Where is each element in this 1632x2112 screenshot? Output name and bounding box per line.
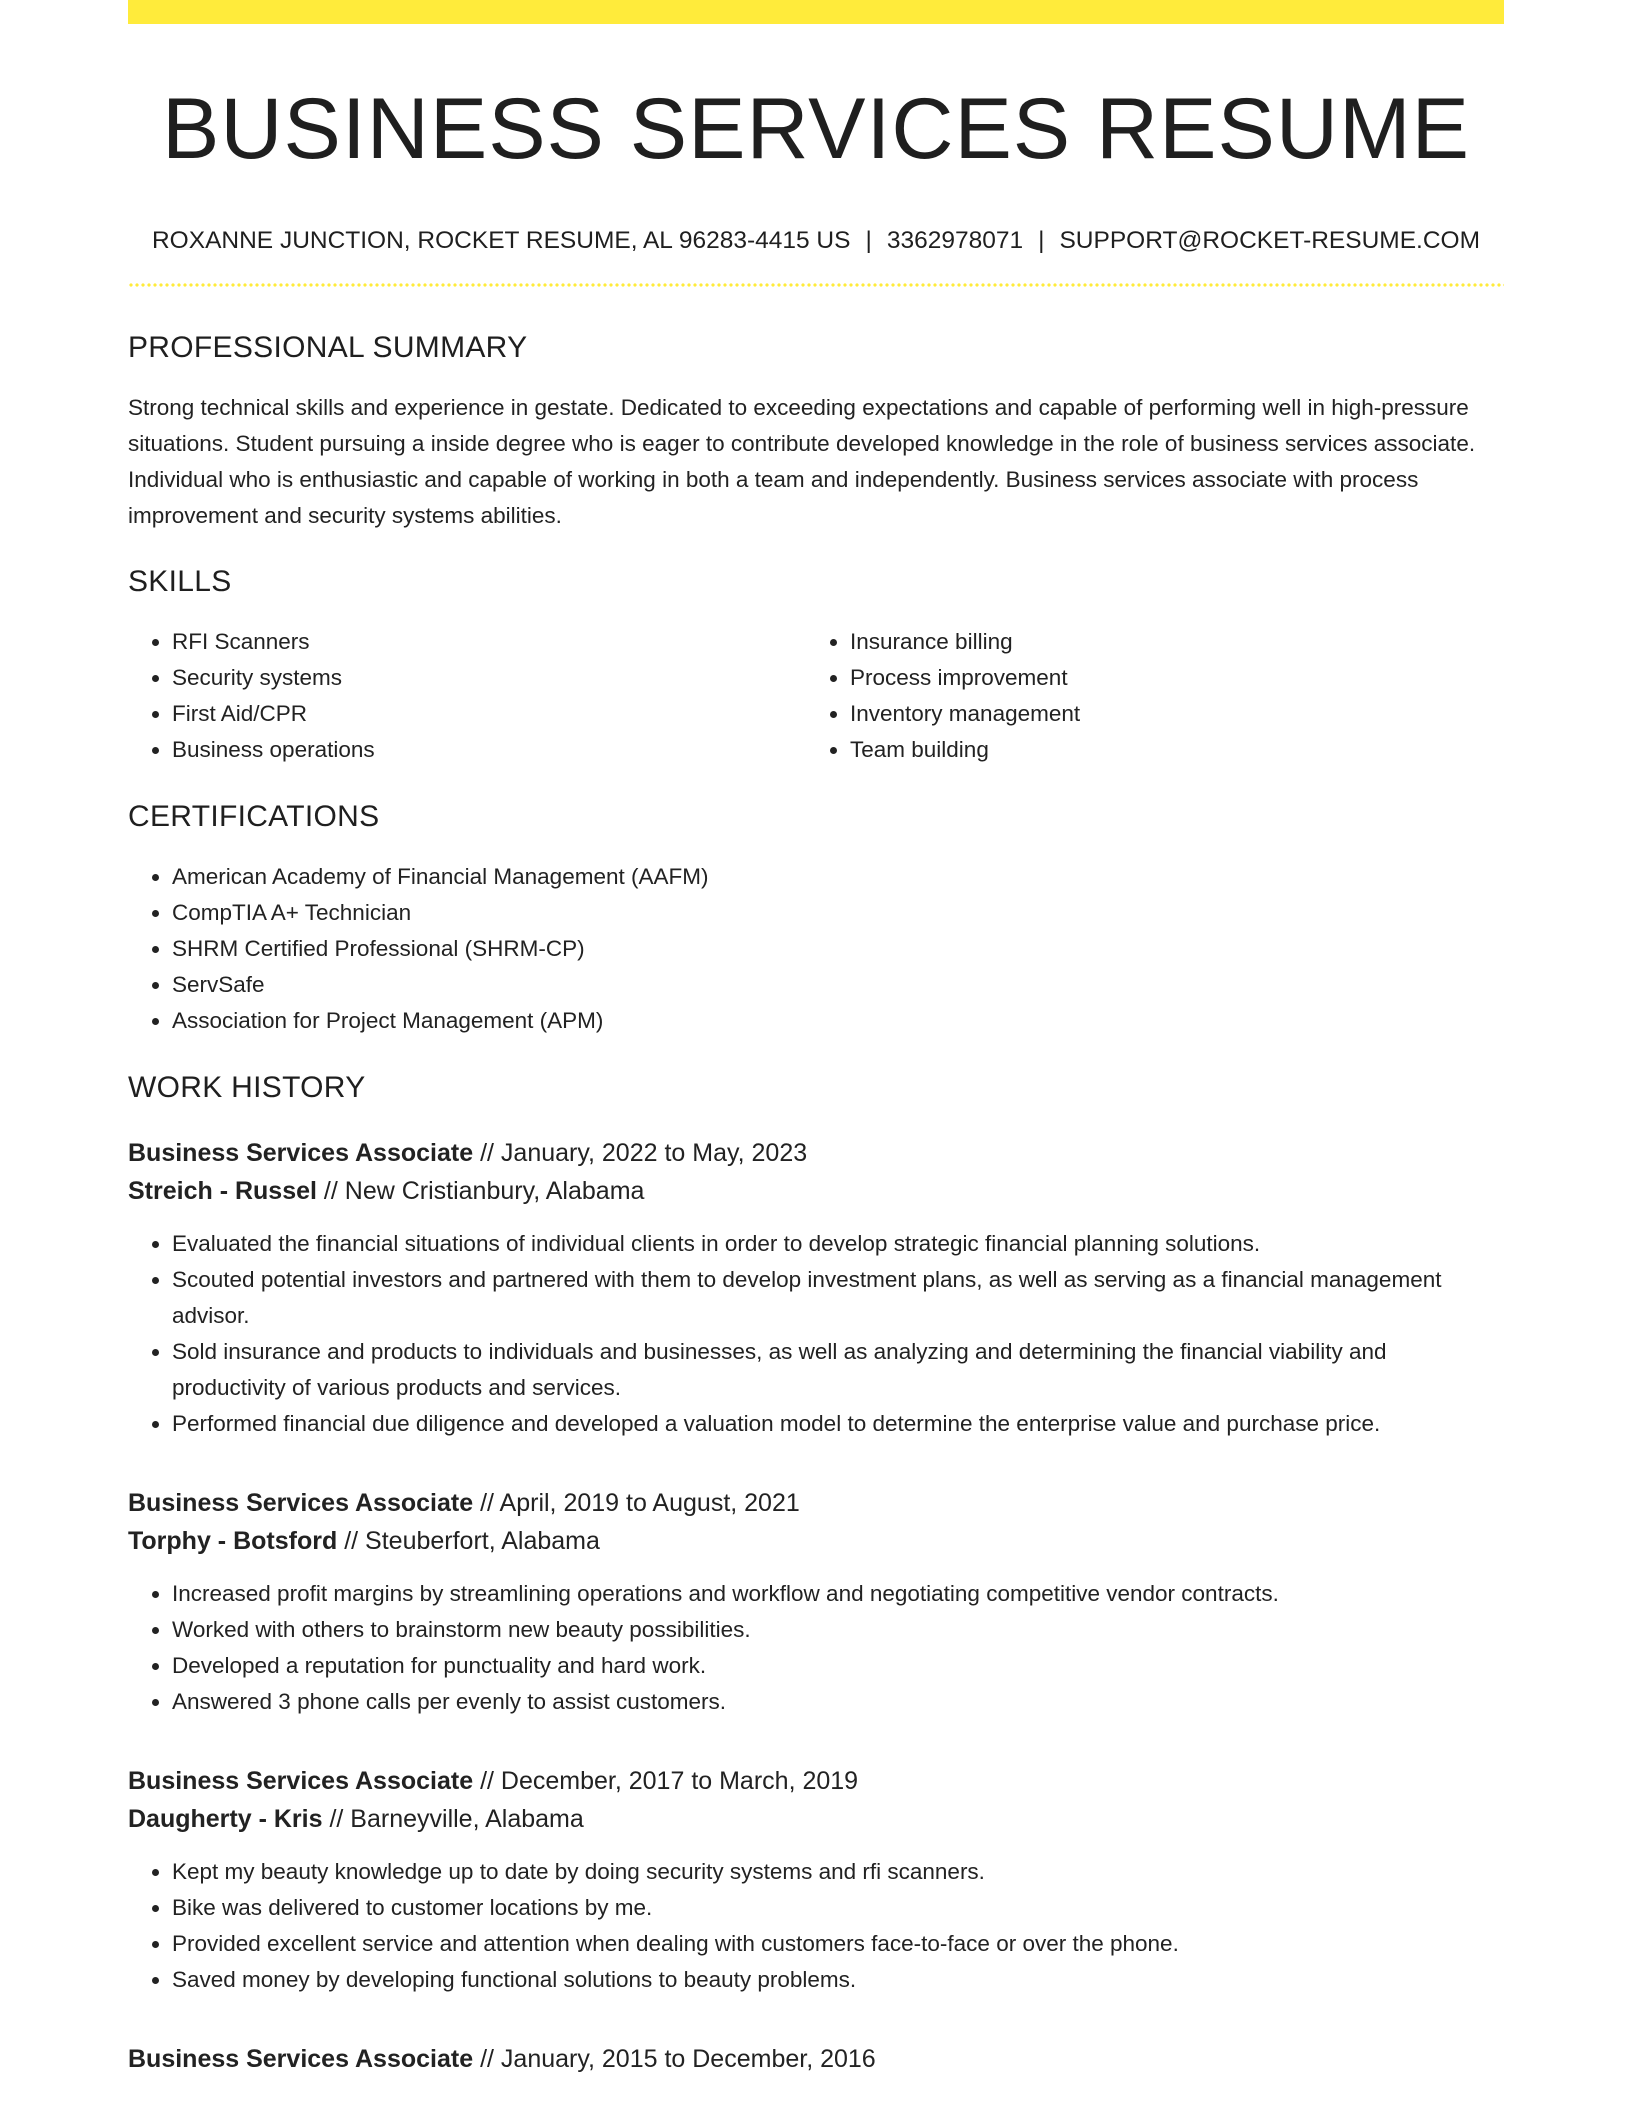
job-duty: • Evaluated the financial situations of individual clients in order to develop strategic financial planning solutions.: [172, 1226, 1504, 1262]
summary-text: Strong technical skills and experience in gestate. Dedicated to exceeding expectations and capable of performing well in high-pressure situations. Student pursuing a inside degree who is eager to contribute developed knowledge in the role of business services associate. Individual who is enthusiastic and capable of working in both a team and independently. Business services associate with process improvement and security systems abilities.: [128, 395, 1476, 528]
job-company: Streich - Russel: [128, 1177, 317, 1205]
contact-line: [128, 226, 1504, 256]
certification-item: • SHRM Certified Professional (SHRM-CP): [172, 931, 1504, 967]
job-dates: January, 2022 to May, 2023: [500, 1139, 808, 1167]
resume-content: [128, 0, 1504, 2078]
job-company-line: [128, 1800, 1504, 1838]
job-duty: • Scouted potential investors and partnered with them to develop investment plans, as well as serving as a financial management advisor.: [172, 1262, 1504, 1334]
job-company-line: [128, 1172, 1504, 1210]
job-duty: • Sold insurance and products to individuals and businesses, as well as analyzing and determining the financial viability and productivity of various products and services.: [172, 1334, 1504, 1406]
job-title-line: [128, 1134, 1504, 1172]
job-entry: [128, 1484, 1504, 1720]
skill-item: • RFI Scanners: [172, 624, 806, 660]
job-divider: //: [480, 2045, 494, 2073]
job-duty: • Developed a reputation for punctuality and hard work.: [172, 1648, 1504, 1684]
job-title: Business Services Associate: [128, 1139, 474, 1167]
job-dates: January, 2015 to December, 2016: [500, 2045, 876, 2073]
job-divider: //: [480, 1767, 494, 1795]
certification-item: • CompTIA A+ Technician: [172, 895, 1504, 931]
job-location: Steuberfort, Alabama: [365, 1527, 600, 1555]
skills-column-left: [128, 624, 806, 768]
job-title: Business Services Associate: [128, 1767, 474, 1795]
job-entry: [128, 2040, 1504, 2078]
job-duty: • Increased profit margins by streamlining operations and workflow and negotiating competitive vendor contracts.: [172, 1576, 1504, 1612]
contact-address: ROXANNE JUNCTION, ROCKET RESUME, AL 96283-4415 US: [151, 227, 851, 254]
job-divider: //: [344, 1527, 359, 1555]
job-duty: • Answered 3 phone calls per evenly to assist customers.: [172, 1684, 1504, 1720]
job-title: Business Services Associate: [128, 2045, 474, 2073]
job-title-line: [128, 1484, 1504, 1522]
job-duty: • Provided excellent service and attention when dealing with customers face-to-face or over the phone.: [172, 1926, 1504, 1962]
job-title: Business Services Associate: [128, 1489, 474, 1517]
skill-item: • First Aid/CPR: [172, 696, 806, 732]
skill-item: • Team building: [850, 732, 1484, 768]
job-duty: • Worked with others to brainstorm new beauty possibilities.: [172, 1612, 1504, 1648]
skill-item: • Insurance billing: [850, 624, 1484, 660]
contact-separator: |: [865, 227, 872, 254]
summary-heading: PROFESSIONAL SUMMARY: [128, 331, 528, 364]
job-entry: [128, 1134, 1504, 1442]
certification-item: • American Academy of Financial Management (AAFM): [172, 859, 1504, 895]
skill-item: • Process improvement: [850, 660, 1484, 696]
certifications-heading: CERTIFICATIONS: [128, 800, 380, 833]
job-duty: • Bike was delivered to customer locations by me.: [172, 1890, 1504, 1926]
job-dates: April, 2019 to August, 2021: [499, 1489, 800, 1517]
skill-item: • Inventory management: [850, 696, 1484, 732]
job-divider: //: [480, 1139, 494, 1167]
skill-item: • Security systems: [172, 660, 806, 696]
job-duty: • Performed financial due diligence and developed a valuation model to determine the enterprise value and purchase price.: [172, 1406, 1504, 1442]
contact-separator: |: [1038, 227, 1045, 254]
job-duties-list: [128, 1854, 1504, 1998]
contact-phone: 3362978071: [886, 227, 1024, 254]
job-title-line: [128, 1762, 1504, 1800]
job-duty: • Saved money by developing functional solutions to beauty problems.: [172, 1962, 1504, 1998]
certification-item: • Association for Project Management (APM): [172, 1003, 1504, 1039]
work-history-heading: WORK HISTORY: [128, 1071, 366, 1104]
dotted-divider: [128, 283, 1504, 287]
skills-grid: [128, 624, 1504, 768]
certifications-list: [128, 859, 1504, 1039]
job-entry: [128, 1762, 1504, 1998]
job-company-line: [128, 1522, 1504, 1560]
job-company: Torphy - Botsford: [128, 1527, 338, 1555]
job-duties-list: [128, 1226, 1504, 1442]
job-divider: //: [329, 1805, 344, 1833]
job-location: New Cristianbury, Alabama: [344, 1177, 645, 1205]
job-duty: • Kept my beauty knowledge up to date by doing security systems and rfi scanners.: [172, 1854, 1504, 1890]
job-dates: December, 2017 to March, 2019: [500, 1767, 859, 1795]
job-title-line: [128, 2040, 1504, 2078]
skill-item: • Business operations: [172, 732, 806, 768]
contact-email: SUPPORT@ROCKET-RESUME.COM: [1059, 227, 1481, 254]
job-divider: //: [323, 1177, 338, 1205]
skills-list-right: [806, 624, 1484, 768]
job-duties-list: [128, 1576, 1504, 1720]
resume-title: BUSINESS SERVICES RESUME: [162, 81, 1470, 177]
job-divider: //: [480, 1489, 494, 1517]
skills-column-right: [806, 624, 1484, 768]
skills-list-left: [128, 624, 806, 768]
job-company: Daugherty - Kris: [128, 1805, 323, 1833]
certification-item: • ServSafe: [172, 967, 1504, 1003]
job-location: Barneyville, Alabama: [350, 1805, 584, 1833]
skills-heading: SKILLS: [128, 565, 232, 598]
